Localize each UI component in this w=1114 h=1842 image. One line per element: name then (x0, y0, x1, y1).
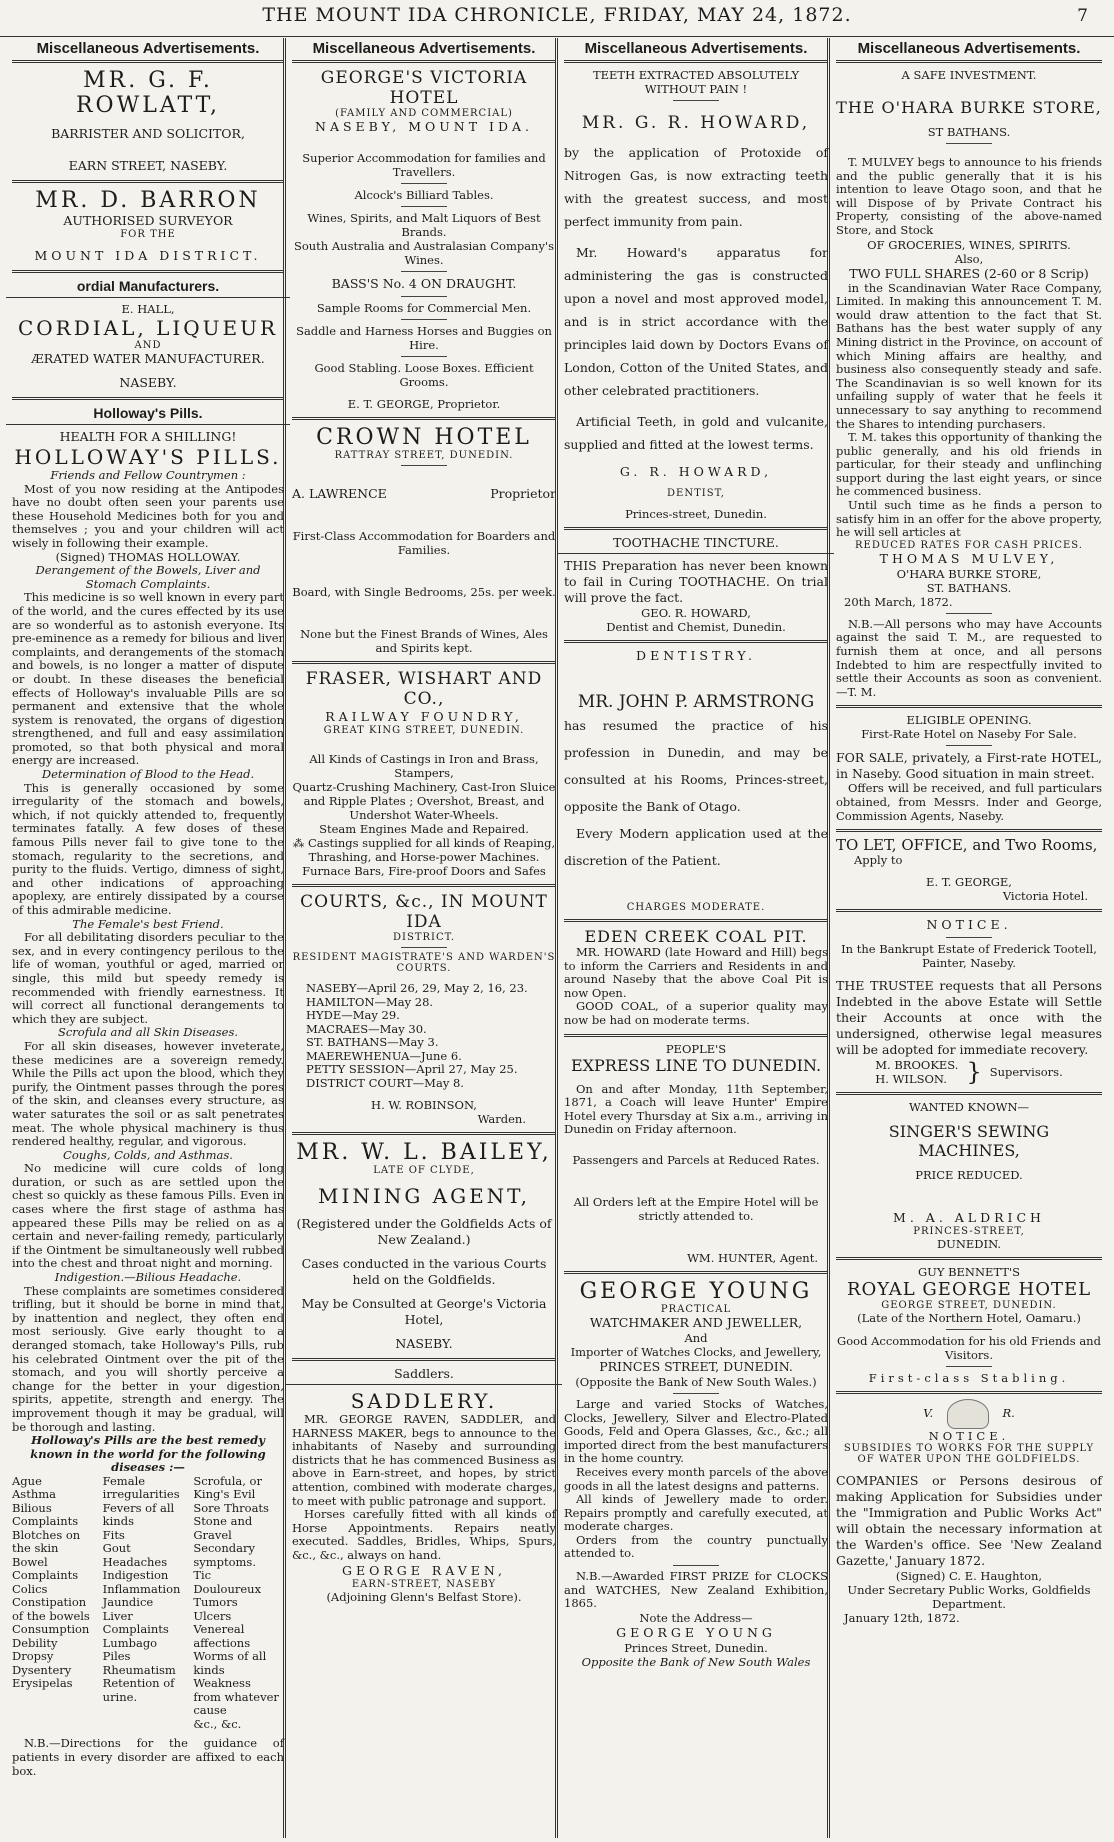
paragraph: has resumed the practice of his profession in Dunedin, and may be consulted at his Rooms, Princes-street, opposite the Bank of Otago. (564, 718, 828, 814)
court-dates-list (292, 982, 556, 1090)
paragraph: THIS Preparation has never been known to fail in Curing TOOTHACHE. On trial will prove the fact. (564, 558, 828, 605)
ad-line: PRICE REDUCED. (915, 1168, 1023, 1183)
ad-singer (836, 1095, 1102, 1260)
column-header: Miscellaneous Advertisements. (12, 38, 284, 63)
paragraph: Horses carefully fitted with all kinds of Horse Appointments. Repairs neatly executed. Saddles, Bridles, Whips, Spurs, &c., &c., always on hand. (292, 1507, 556, 1562)
ad-line: Apply to (854, 853, 903, 868)
ad-line: PRINCES-STREET, (913, 1226, 1025, 1238)
paragraph: For all debilitating disorders peculiar to the sex, and in every contingency perilous to the life of woman, youthful or aged, married or single, this mild but speedy remedy is recommended with friendly earnestness. It will correct all functional derangements to which they are subject. (12, 930, 284, 1026)
disease-item: Debility (12, 1635, 58, 1650)
ad-line: HEALTH FOR A SHILLING! (59, 429, 237, 444)
subheading: Indigestion.—Bilious Headache. (54, 1270, 242, 1285)
ad-fraser-foundry (292, 664, 556, 887)
ad-line: WATCHMAKER AND JEWELLER, (589, 1314, 803, 1330)
masthead (0, 0, 1114, 37)
newspaper-title: THE MOUNT IDA CHRONICLE, FRIDAY, MAY 24, 1872. (262, 4, 852, 26)
signature: (Signed) THOMAS HOLLOWAY. (55, 549, 241, 564)
ad-line: Sample Rooms for Commercial Men. (316, 301, 532, 315)
ad-rowlatt (12, 63, 284, 183)
ad-line: 20th March, 1872. (844, 594, 953, 609)
ad-line: FOR THE (120, 229, 176, 240)
ad-line: CHARGES MODERATE. (626, 902, 766, 913)
ad-line: ST BATHANS. (927, 125, 1011, 139)
disease-item: Liver Complaints (102, 1608, 169, 1637)
disease-item: Sore Throats (193, 1500, 269, 1515)
ad-signature: WM. HUNTER, Agent. (687, 1250, 818, 1265)
diseases-column (12, 1475, 103, 1732)
ad-title: EXPRESS LINE TO DUNEDIN. (570, 1055, 822, 1075)
disease-item: Inflammation (102, 1581, 181, 1596)
ad-line: GUY BENNETT'S (917, 1265, 1021, 1280)
ad-barron (12, 183, 284, 273)
paragraph: MR. HOWARD (late Howard and Hill) begs to inform the Carriers and Residents in and around Naseby that the above Coal Pit is now Open. (564, 945, 828, 1000)
ad-title: ROYAL GEORGE HOTEL (846, 1279, 1092, 1301)
ad-line: Steam Engines Made and Repaired. (319, 822, 529, 836)
ad-line: Supervisors. (989, 1065, 1063, 1080)
ad-line: Importer of Watches Clocks, and Jewellery, (570, 1344, 822, 1359)
ad-line: Dentist and Chemist, Dunedin. (606, 620, 786, 634)
disease-item: Lumbago (102, 1635, 158, 1650)
ad-dentistry (564, 643, 828, 922)
diseases-column (193, 1475, 284, 1732)
disease-item: Fits (102, 1527, 125, 1542)
disease-item: Jaundice (102, 1595, 154, 1610)
ad-signature: G. R. HOWARD, (619, 464, 773, 479)
subheading: Derangement of the Bowels, Liver and Stomach Complaints. (35, 563, 261, 591)
paragraph: All kinds of Jewellery made to order. Repairs promptly and carefully executed, at moderate charges. (564, 1492, 828, 1534)
ad-signature: GEO. R. HOWARD, (641, 606, 751, 620)
disease-item: Consumption (12, 1622, 90, 1637)
ad-title: COURTS, &c., IN MOUNT IDA (300, 892, 548, 932)
paragraph: No medicine will cure colds of long duration, or such as are settled upon the chest so quickly as these famous Pills. Even in cases where the first stage of asthma has appeared these Pills may be relied on as a certain and never-failing remedy, particularly if the Ointment be simultaneously well rubbed into the chest and throat night and morning. (12, 1161, 284, 1271)
section-title: WANTED KNOWN— (908, 1100, 1030, 1115)
ad-line: RESIDENT MAGISTRATE'S AND WARDEN'S COURTS. (292, 952, 556, 974)
ad-title: SINGER'S SEWING MACHINES, (888, 1122, 1050, 1161)
disease-item: Secondary symptoms. (193, 1541, 256, 1569)
ad-line: E. HALL, (121, 302, 175, 316)
paragraph: N.B.—All persons who may have Accounts against the said T. M., are requested to furnish them at once, and all persons Indebted to him are respectfully invited to settle their Accounts as soon as convenient.—T. M. (836, 616, 1102, 699)
disease-item: Tic Douloureux (193, 1568, 262, 1596)
ad-line: MOUNT IDA DISTRICT. (34, 248, 262, 263)
ad-line: Warden. (477, 1112, 526, 1126)
ad-line: BARRISTER AND SOLICITOR, (51, 126, 245, 141)
court-date-item: HYDE—May 29. (306, 1008, 400, 1022)
disease-item: Constipation of the bowels (12, 1595, 90, 1623)
section-title: TOOTHACHE TINCTURE. (558, 535, 834, 554)
disease-item: Scrofula, or King's Evil (193, 1473, 262, 1502)
ad-title: MR. JOHN P. ARMSTRONG (577, 692, 815, 712)
ad-line: PRINCES STREET, DUNEDIN. (599, 1358, 793, 1374)
column-2 (286, 38, 562, 1838)
paragraph: by the application of Protoxide of Nitrogen Gas, is now extracting teeth with the greatest success, and most perfect immunity from pain. (564, 145, 828, 229)
ad-title: EDEN CREEK COAL PIT. (584, 927, 808, 946)
ad-title: CORDIAL, LIQUEUR (17, 316, 279, 340)
column-4 (830, 38, 1108, 1838)
section-title: Holloway's Pills. (6, 405, 290, 425)
ad-line: First-class Stabling. (868, 1371, 1070, 1386)
disease-item: Gout (102, 1541, 131, 1556)
ad-line: Also, (954, 251, 984, 266)
ad-title: MR. G. R. HOWARD, (581, 113, 811, 133)
court-date-item: DISTRICT COURT—May 8. (306, 1075, 464, 1090)
paragraph: Orders from the country punctually attended to. (564, 1532, 828, 1561)
disease-item: Indigestion (102, 1568, 169, 1583)
ad-line: Princes-street, Dunedin. (625, 507, 767, 521)
ad-cordial (12, 273, 284, 400)
ad-line: PEOPLE'S (665, 1041, 727, 1056)
diseases-table (12, 1475, 284, 1732)
paragraph: Mr. Howard's apparatus for administering the gas is constructed upon a novel and most approved model, and is in strict accordance with the principles laid down by Doctors Evans of London, Cotton of the United States, and other celebrated practitioners. (564, 245, 828, 398)
ad-title: SADDLERY. (350, 1389, 498, 1413)
disease-item: Erysipelas (12, 1676, 73, 1691)
ad-bailey (292, 1135, 556, 1361)
ad-title: THE O'HARA BURKE STORE, (836, 98, 1102, 117)
ad-line: (Late of the Northern Hotel, Oamaru.) (857, 1311, 1081, 1326)
ad-title: FOR SALE, privately, a First-rate HOTEL, in Naseby. Good situation in main street. (836, 750, 1102, 782)
ad-line: Good Accommodation for his old Friends and Visitors. (837, 1334, 1101, 1363)
disease-item: Bowel Complaints (12, 1554, 79, 1583)
disease-item: Ulcers (193, 1608, 232, 1623)
ad-line: In the Bankrupt Estate of Frederick Tootell, Painter, Naseby. (841, 942, 1097, 971)
section-title: A SAFE INVESTMENT. (901, 68, 1037, 82)
ad-line: None but the Finest Brands of Wines, Ales and Spirits kept. (300, 627, 548, 655)
ad-line: First-Rate Hotel on Naseby For Sale. (861, 727, 1077, 742)
disease-item: Bilious Complaints (12, 1500, 79, 1529)
disease-item: Worms of all kinds (193, 1649, 267, 1677)
ad-signature: H. WILSON. (875, 1072, 947, 1087)
section-title: DENTISTRY. (636, 648, 756, 663)
ad-line: RAILWAY FOUNDRY, (325, 709, 523, 724)
ad-line: Saddle and Harness Horses and Buggies on Hire. (296, 324, 552, 352)
disease-item: Headaches (102, 1554, 168, 1569)
ad-line: GEORGE STREET, DUNEDIN. (881, 1300, 1057, 1312)
column-header: Miscellaneous Advertisements. (564, 38, 828, 63)
paragraph: T. MULVEY begs to announce to his friends and the public generally that it is his intention to leave Otago soon, and that he will Dispose of by Private Contract his Property, consisting of the above-named Store, and Stock (836, 155, 1102, 237)
ad-signature: H. W. ROBINSON, (371, 1098, 477, 1112)
subheading: Determination of Blood to the Head. (41, 767, 255, 782)
ad-line: May be Consulted at George's Victoria Hotel, (301, 1296, 547, 1327)
ad-line: And (684, 1330, 708, 1345)
ad-line: Under Secretary Public Works, Goldfields Department. (847, 1583, 1091, 1612)
ad-eden-coal (564, 922, 828, 1037)
ad-line: All Orders left at the Empire Hotel will be strictly attended to. (573, 1194, 819, 1223)
page-number: 7 (1077, 6, 1088, 26)
diseases-column (103, 1475, 194, 1732)
disease-item: Retention of urine. (102, 1676, 175, 1704)
paragraph: GOOD COAL, of a superior quality may now be had on moderate terms. (564, 999, 828, 1027)
ad-line: Good Stabling. Loose Boxes. Efficient Grooms. (314, 361, 534, 389)
footnote: N.B.—Directions for the guidance of patients in every disorder are affixed to each box. (12, 1736, 284, 1778)
ad-title: MR. D. BARRON (35, 188, 261, 213)
ad-title: THE TRUSTEE requests that all Persons Indebted in the above Estate will Settle their Accounts at once with the undersigned, otherwise legal measures will be adopted for immediate recovery. (836, 978, 1102, 1058)
court-date-item: ST. BATHANS—May 3. (306, 1035, 439, 1049)
ad-line: MINING AGENT, (318, 1184, 530, 1208)
paragraph: Offers will be received, and full particulars obtained, from Messrs. Inder and George, Commission Agents, Naseby. (836, 781, 1102, 823)
disease-item: &c., &c. (193, 1716, 242, 1731)
ad-line: DISTRICT. (393, 932, 455, 943)
ad-line: Superior Accommodation for families and Travellers. (302, 151, 546, 179)
section-title: ELIGIBLE OPENING. (906, 713, 1032, 728)
court-date-item: PETTY SESSION—April 27, May 25. (306, 1062, 518, 1076)
disease-item: Dropsy (12, 1649, 54, 1664)
disease-item: Colics (12, 1581, 48, 1596)
paragraph: Every Modern application used at the discretion of the Patient. (564, 826, 828, 868)
ad-title: TO LET, OFFICE, and Two Rooms, (836, 836, 1098, 855)
court-date-item: NASEBY—April 26, 29, May 2, 16, 23. (306, 981, 528, 995)
ad-line: ST. BATHANS. (926, 580, 1012, 595)
ad-signature: E. T. GEORGE, (926, 875, 1012, 890)
paragraph: N.B.—Awarded FIRST PRIZE for CLOCKS and WATCHES, New Zealand Exhibition, 1865. (564, 1569, 828, 1611)
ad-line: SUBSIDIES TO WORKS FOR THE SUPPLY OF WATER UPON THE GOLDFIELDS. (843, 1443, 1095, 1466)
ad-line: Board, with Single Bedrooms, 25s. per week. (292, 585, 556, 599)
paragraph: These complaints are sometimes considered trifling, but it should be borne in mind that, by inattention and neglect, they often end most seriously. Give early thought to a deranged stomach, take Holloway's Pills, rub his celebrated Ointment over the pit of the stomach, and you will shortly perceive a change for the better in your digestion, spirits, appetite, strength and energy. The improvement though it may be gradual, will be thorough and lasting. (12, 1283, 284, 1434)
ad-line: TEETH EXTRACTED ABSOLUTELY WITHOUT PAIN ! (592, 68, 800, 96)
subheading: Friends and Fellow Countrymen : (50, 468, 246, 482)
ad-line: Note the Address— (639, 1610, 753, 1625)
paragraph: Most of you now residing at the Antipodes have no doubt often seen your parents use these Household Medicines both for you and themselves ; you and your children will act wisely in following their example. (12, 481, 284, 550)
ad-title: FRASER, WISHART AND CO., (305, 669, 543, 709)
ad-line: (Registered under the Goldfields Acts of New Zealand.) (296, 1216, 552, 1247)
ad-line: TWO FULL SHARES (2-60 or 8 Scrip) (849, 265, 1089, 281)
disease-item: Weakness from whatever cause (193, 1676, 279, 1718)
ad-line: All Kinds of Castings in Iron and Brass, Stampers, (309, 752, 539, 780)
ad-line: NASEBY. (119, 375, 177, 390)
ad-saddlery (292, 1361, 556, 1610)
ad-line: Passengers and Parcels at Reduced Rates. (572, 1152, 820, 1167)
ad-title: HOLLOWAY'S PILLS. (14, 445, 282, 469)
disease-item: Rheumatism (102, 1662, 176, 1677)
ad-signature: M. BROOKES. (875, 1058, 959, 1073)
initial-r: R. (1002, 1406, 1015, 1421)
ad-to-let (836, 832, 1102, 912)
paragraph: MR. GEORGE RAVEN, SADDLER, and HARNESS MAKER, begs to announce to the inhabitants of Naseby and surrounding districts that he has commenced Business as above in Earn-street, and hopes, by strict attention, combined with moderate charges, to meet with public patronage and support. (292, 1412, 556, 1508)
ad-express-line (564, 1037, 828, 1274)
ad-line: EARN STREET, NASEBY. (68, 158, 228, 173)
ad-line: (FAMILY AND COMMERCIAL) (335, 108, 513, 119)
ad-line: Victoria Hotel. (1002, 889, 1088, 904)
ad-line: (Adjoining Glenn's Belfast Store). (326, 1589, 522, 1604)
ad-courts (292, 887, 556, 1135)
ad-toothache (564, 530, 828, 643)
ad-title: GEORGE YOUNG (579, 1278, 813, 1304)
ad-line: EARN-STREET, NASEBY (351, 1578, 497, 1590)
ad-line: ⁂ Castings supplied for all kinds of Reaping, Thrashing, and Horse-power Machines. (292, 836, 556, 864)
column-header: Miscellaneous Advertisements. (836, 38, 1102, 63)
disease-item: Venereal affections (193, 1622, 251, 1650)
section-title: Saddlers. (286, 1366, 562, 1385)
ad-line: First-Class Accommodation for Boarders and Families. (292, 529, 556, 557)
disease-item: Ague (12, 1473, 42, 1488)
paragraph: Large and varied Stocks of Watches, Clocks, Jewellery, Silver and Electro-Plated Goods, Feld and Opera Glasses, &c., &c.; all imported direct from the best manufacturers in the home country. (564, 1396, 828, 1466)
column-header: Miscellaneous Advertisements. (292, 38, 556, 63)
ad-line: LATE OF CLYDE, (373, 1165, 475, 1176)
ad-line: Opposite the Bank of New South Wales (581, 1654, 811, 1669)
ad-howard-dentist (564, 63, 828, 530)
ad-line: January 12th, 1872. (844, 1611, 960, 1626)
section-title: NOTICE. (928, 1429, 1010, 1444)
ad-signature: E. T. GEORGE, Proprietor. (347, 397, 501, 411)
ad-line: Quartz-Crushing Machinery, Cast-Iron Sluice and Ripple Plates ; Overshot, Breast, and Undershot Water-Wheels. (292, 780, 556, 822)
initial-v: V. (923, 1406, 934, 1421)
subheading: The Female's best Friend. (72, 916, 224, 931)
subheading: Scrofula and all Skin Diseases. (57, 1025, 239, 1040)
ad-line: Furnace Bars, Fire-proof Doors and Safes (302, 864, 546, 878)
ad-line: NASEBY. (395, 1336, 453, 1351)
ad-line: NASEBY, MOUNT IDA. (315, 119, 533, 134)
proprietor-name: A. LAWRENCE (292, 486, 387, 501)
ad-line: DENTIST, (667, 488, 725, 499)
court-date-item: HAMILTON—May 28. (306, 994, 434, 1009)
ad-line: RATTRAY STREET, DUNEDIN. (334, 450, 514, 461)
section-title: NOTICE. (926, 917, 1012, 933)
court-date-item: MACRAES—May 30. (306, 1021, 427, 1036)
ad-ohara-burke (836, 63, 1102, 708)
ad-signature: (Signed) C. E. Haughton, (895, 1569, 1043, 1584)
ad-line: GREAT KING STREET, DUNEDIN. (323, 725, 525, 736)
ad-holloway (12, 400, 284, 1784)
ad-line: Alcock's Billiard Tables. (354, 188, 494, 202)
ad-eligible-opening (836, 708, 1102, 832)
disease-item: Stone and Gravel (193, 1514, 253, 1542)
court-date-item: MAEREWHENUA—June 6. (306, 1048, 462, 1063)
paragraph: For all skin diseases, however inveterate, these medicines are a sovereign remedy. While the Pills act upon the blood, which they purify, the Ointment passes through the pores of the skin, and cleanses every structure, as water saturates the soil or as salt penetrates meat. The whole physical machinery is thus rendered healthy, regular, and vigorous. (12, 1038, 284, 1149)
paragraph: This medicine is so well known in every part of the world, and the cures effected by its use are so wonderful as to astonish everyone. Its pre-eminence as a remedy for bilious and liver complaints, and derangements of the stomach and bowels, is no longer a matter of dispute or doubt. In these diseases the beneficial effects of Holloway's invaluable Pills are so permanent and extensive that the whole system is renovated, the organs of digestion strengthened, and full and easy assimilation promoted, so that both physical and moral energy are increased. (12, 590, 284, 768)
disease-item: Fevers of all kinds (102, 1500, 175, 1529)
ad-royal-george (836, 1260, 1102, 1394)
disease-item: Asthma (12, 1487, 56, 1502)
column-3 (558, 38, 834, 1838)
disease-item: Blotches on the skin (12, 1527, 81, 1556)
ad-title: MR. W. L. BAILEY, (296, 1140, 552, 1165)
ad-title: CROWN HOTEL (316, 425, 532, 450)
ad-line: OF GROCERIES, WINES, SPIRITS. (867, 237, 1071, 252)
ad-line: DUNEDIN. (936, 1237, 1002, 1252)
ad-line: REDUCED RATES FOR CASH PRICES. (855, 539, 1083, 551)
ad-notice-trustee: NOTICE. In the Bankrupt Estate of Frederick Tootell, Painter, Naseby. THE TRUSTEE requests that all Persons Indebted in the above Estate will Settle their Accounts at once with the undersigned, otherwise legal measures will be adopted for immediate recovery. M. BROOKES. H. WILSON. } Supervisors. (836, 912, 1102, 1095)
ad-signature: THOMAS MULVEY, (879, 550, 1059, 566)
ad-line: AND (134, 340, 162, 351)
proprietor-role: Proprietor (490, 486, 556, 501)
ad-line: (Opposite the Bank of New South Wales.) (575, 1374, 817, 1389)
disease-item: Piles (102, 1649, 131, 1664)
ad-title: MR. G. F. ROWLATT, (75, 68, 221, 118)
column-1 (6, 38, 290, 1838)
paragraph: T. M. takes this opportunity of thanking the public generally, and his old friends in particular, for their steady and unflinching support during the last eight years, or since he commenced business. (836, 430, 1102, 499)
disease-item: Dysentery (12, 1662, 72, 1677)
ad-line: South Australia and Australasian Company's Wines. (293, 239, 555, 267)
subheading: Holloway's Pills are the best remedy known in the world for the following diseases :— (30, 1433, 266, 1475)
paragraph: Until such time as he finds a person to satisfy him in an offer for the above property, he will sell articles at (836, 498, 1102, 540)
paragraph: Receives every month parcels of the above goods in all the latest designs and patterns. (564, 1464, 828, 1493)
ad-title: GEORGE'S VICTORIA HOTEL (320, 68, 528, 108)
ad-line: ÆRATED WATER MANUFACTURER. (31, 351, 265, 366)
ad-line: BASS'S No. 4 ON DRAUGHT. (331, 276, 517, 291)
paragraph: This is generally occasioned by some irregularity of the stomach and bowels, which, if not quickly attended to, frequently terminates fatally. A few doses of these famous Pills never fail to give tone to the stomach, regularity to the secretions, and purity to the fluids. Vertigo, dimness of sight, and other indications of approaching apoplexy, are entirely dissipated by a course of this admirable medicine. (12, 780, 284, 917)
paragraph: in the Scandinavian Water Race Company, Limited. In making this announcement T. M. would draw attention to the fact that St. Bathans has the best water supply of any Mining district in the Province, on account of which Mining affairs are healthy, and business also consequently steady and safe. The Scandinavian is so well known for its unfailing supply of water that he feels it unnecessary to say anything to recommend the Shares to intending purchasers. (836, 280, 1102, 431)
royal-crest-icon (947, 1399, 989, 1429)
ad-george-young (564, 1274, 828, 1675)
section-title: ordial Manufacturers. (6, 278, 290, 298)
ad-line: AUTHORISED SURVEYOR (63, 213, 233, 228)
ad-signature: GEORGE RAVEN, (342, 1562, 506, 1578)
ad-line: Wines, Spirits, and Malt Liquors of Best Brands. (307, 211, 541, 239)
disease-item: Female irregularities (102, 1473, 180, 1502)
subheading: Coughs, Colds, and Asthmas. (63, 1147, 233, 1162)
paragraph: Artificial Teeth, in gold and vulcanite, supplied and fitted at the lowest terms. (564, 414, 828, 452)
ad-crown-hotel (292, 420, 556, 664)
ad-line: Princes Street, Dunedin. (624, 1640, 768, 1655)
disease-item: Tumors (193, 1595, 238, 1610)
ad-signature: GEORGE YOUNG (616, 1624, 776, 1640)
ad-line: O'HARA BURKE STORE, (896, 566, 1042, 581)
ad-title: COMPANIES or Persons desirous of making Application for Subsidies under the "Immigration and Public Works Act" will obtain the necessary information at the Warden's office. See 'New Zealand Gazette,' January 1872. (836, 1473, 1102, 1569)
ad-line: Cases conducted in the various Courts held on the Goldfields. (301, 1256, 547, 1287)
ad-georges-hotel (292, 63, 556, 420)
paragraph: On and after Monday, 11th September, 1871, a Coach will leave Hunter' Empire Hotel every Thursday at Six a.m., arriving in Dunedin on Friday afternoon. (564, 1081, 828, 1137)
ad-line: PRACTICAL (660, 1303, 732, 1315)
ad-signature: M. A. ALDRICH (893, 1210, 1045, 1226)
ad-govt-notice (836, 1394, 1102, 1631)
